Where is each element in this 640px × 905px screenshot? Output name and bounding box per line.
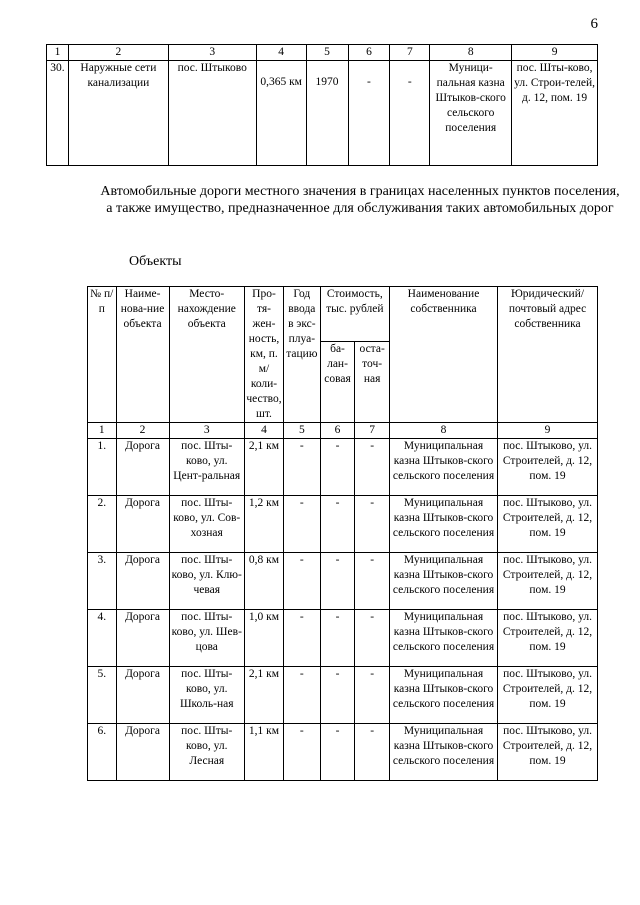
header-num: № п/п	[88, 287, 117, 423]
table1-colnum: 5	[306, 45, 348, 61]
balance-cost: -	[320, 439, 355, 496]
object-extent: 2,1 км	[244, 439, 283, 496]
page-number: 6	[590, 16, 598, 32]
table1-colnum: 4	[256, 45, 306, 61]
table-row	[47, 61, 598, 166]
table2-colnum: 2	[116, 423, 169, 439]
balance-cost: -	[320, 724, 355, 781]
object-name: Дорога	[116, 667, 169, 724]
table-continued	[46, 44, 598, 166]
residual-cost	[390, 61, 430, 166]
object-location: пос. Шты-ково, ул. Шев-цова	[169, 610, 244, 667]
object-year: -	[283, 439, 320, 496]
object-name: Дорога	[116, 610, 169, 667]
object-extent: 1,2 км	[244, 496, 283, 553]
object-year: -	[283, 553, 320, 610]
header-cost: Стоимость, тыс. рублей	[320, 287, 389, 342]
header-address: Юридический/ почтовый адрес собственника	[498, 287, 598, 423]
section-heading: Автомобильные дороги местного значения в границах населенных пунктов поселения, а также имущество, предназначенное для обслуживания таких автомобильных дорог	[100, 184, 620, 216]
owner-name: Муниципальная казна Штыков-ского сельского поселения	[389, 496, 497, 553]
balance-cost: -	[320, 553, 355, 610]
owner-address: пос. Штыково, ул. Строителей, д. 12, пом. 19	[498, 496, 598, 553]
table2-colnum: 3	[169, 423, 244, 439]
residual-value: -	[407, 76, 412, 88]
object-year: -	[283, 667, 320, 724]
object-location: пос. Шты-ково, ул. Цент-ральная	[169, 439, 244, 496]
object-year: -	[283, 610, 320, 667]
object-location: пос. Шты-ково, ул. Клю-чевая	[169, 553, 244, 610]
header-residual: оста-точ-ная	[355, 341, 390, 422]
owner-name: Муниципальная казна Штыков-ского сельского поселения	[389, 724, 497, 781]
table1-colnum: 8	[430, 45, 512, 61]
table2-colnum: 1	[88, 423, 117, 439]
owner-address: пос. Штыково, ул. Строителей, д. 12, пом. 19	[498, 724, 598, 781]
row-number: 1.	[88, 439, 117, 496]
object-length	[256, 61, 306, 166]
table2-colnum: 5	[283, 423, 320, 439]
object-location: пос. Шты-ково, ул. Сов-хозная	[169, 496, 244, 553]
header-owner: Наименование собственника	[389, 287, 497, 423]
owner-address: пос. Шты-ково, ул. Строи-телей, д. 12, пом. 19	[512, 61, 598, 166]
object-year	[306, 61, 348, 166]
table2-header-row	[88, 287, 598, 342]
residual-cost: -	[355, 553, 390, 610]
roads-table	[87, 286, 598, 781]
table-row	[88, 724, 598, 781]
table2-colnum: 9	[498, 423, 598, 439]
owner-name: Муниципальная казна Штыков-ского сельского поселения	[389, 553, 497, 610]
object-year: -	[283, 496, 320, 553]
table1-colnum: 3	[168, 45, 256, 61]
object-extent: 1,1 км	[244, 724, 283, 781]
table2-colnum-row	[88, 423, 598, 439]
row-number: 5.	[88, 667, 117, 724]
header-balance: ба-лан-совая	[320, 341, 355, 422]
owner-address: пос. Штыково, ул. Строителей, д. 12, пом. 19	[498, 667, 598, 724]
object-location: пос. Шты-ково, ул. Лесная	[169, 724, 244, 781]
balance-cost: -	[320, 610, 355, 667]
object-name: Дорога	[116, 496, 169, 553]
year-value: 1970	[315, 76, 339, 88]
table-row	[88, 610, 598, 667]
header-year: Год ввода в экс-плуа-тацию	[283, 287, 320, 423]
owner-name: Муниципальная казна Штыков-ского сельского поселения	[389, 610, 497, 667]
object-location: пос. Штыково	[168, 61, 256, 166]
residual-cost: -	[355, 724, 390, 781]
header-name: Наиме-нова-ние объекта	[116, 287, 169, 423]
object-extent: 2,1 км	[244, 667, 283, 724]
table2-colnum: 8	[389, 423, 497, 439]
table-row	[88, 439, 598, 496]
balance-cost: -	[320, 667, 355, 724]
owner-name: Муниципальная казна Штыков-ского сельского поселения	[389, 439, 497, 496]
table1-header-row	[47, 45, 598, 61]
row-number: 30.	[47, 61, 69, 166]
table1-colnum: 9	[512, 45, 598, 61]
table1-colnum: 2	[68, 45, 168, 61]
object-extent: 1,0 км	[244, 610, 283, 667]
row-number: 4.	[88, 610, 117, 667]
object-year: -	[283, 724, 320, 781]
residual-cost: -	[355, 610, 390, 667]
owner-address: пос. Штыково, ул. Строителей, д. 12, пом. 19	[498, 610, 598, 667]
object-location: пос. Шты-ково, ул. Школь-ная	[169, 667, 244, 724]
balance-cost	[348, 61, 390, 166]
residual-cost: -	[355, 496, 390, 553]
object-name: Наружные сети канализации	[68, 61, 168, 166]
table1-colnum: 6	[348, 45, 390, 61]
header-extent: Про-тя-жен-ность, км, п. м/ коли-чество, шт.	[244, 287, 283, 423]
owner-name: Муниципальная казна Штыков-ского сельского поселения	[389, 667, 497, 724]
header-location: Место-нахождение объекта	[169, 287, 244, 423]
object-name: Дорога	[116, 553, 169, 610]
table1-colnum: 7	[390, 45, 430, 61]
table-row	[88, 667, 598, 724]
objects-label: Объекты	[129, 254, 182, 269]
table-row	[88, 496, 598, 553]
table2-colnum: 7	[355, 423, 390, 439]
owner-address: пос. Штыково, ул. Строителей, д. 12, пом. 19	[498, 553, 598, 610]
row-number: 6.	[88, 724, 117, 781]
object-name: Дорога	[116, 724, 169, 781]
table2-colnum: 6	[320, 423, 355, 439]
residual-cost: -	[355, 667, 390, 724]
table1-colnum: 1	[47, 45, 69, 61]
balance-value: -	[367, 76, 371, 88]
length-value: 0,365 км	[260, 76, 302, 88]
object-extent: 0,8 км	[244, 553, 283, 610]
balance-cost: -	[320, 496, 355, 553]
owner-name: Муници-пальная казна Штыков-ского сельского поселения	[430, 61, 512, 166]
row-number: 2.	[88, 496, 117, 553]
residual-cost: -	[355, 439, 390, 496]
table2-colnum: 4	[244, 423, 283, 439]
object-name: Дорога	[116, 439, 169, 496]
table-row	[88, 553, 598, 610]
owner-address: пос. Штыково, ул. Строителей, д. 12, пом. 19	[498, 439, 598, 496]
row-number: 3.	[88, 553, 117, 610]
